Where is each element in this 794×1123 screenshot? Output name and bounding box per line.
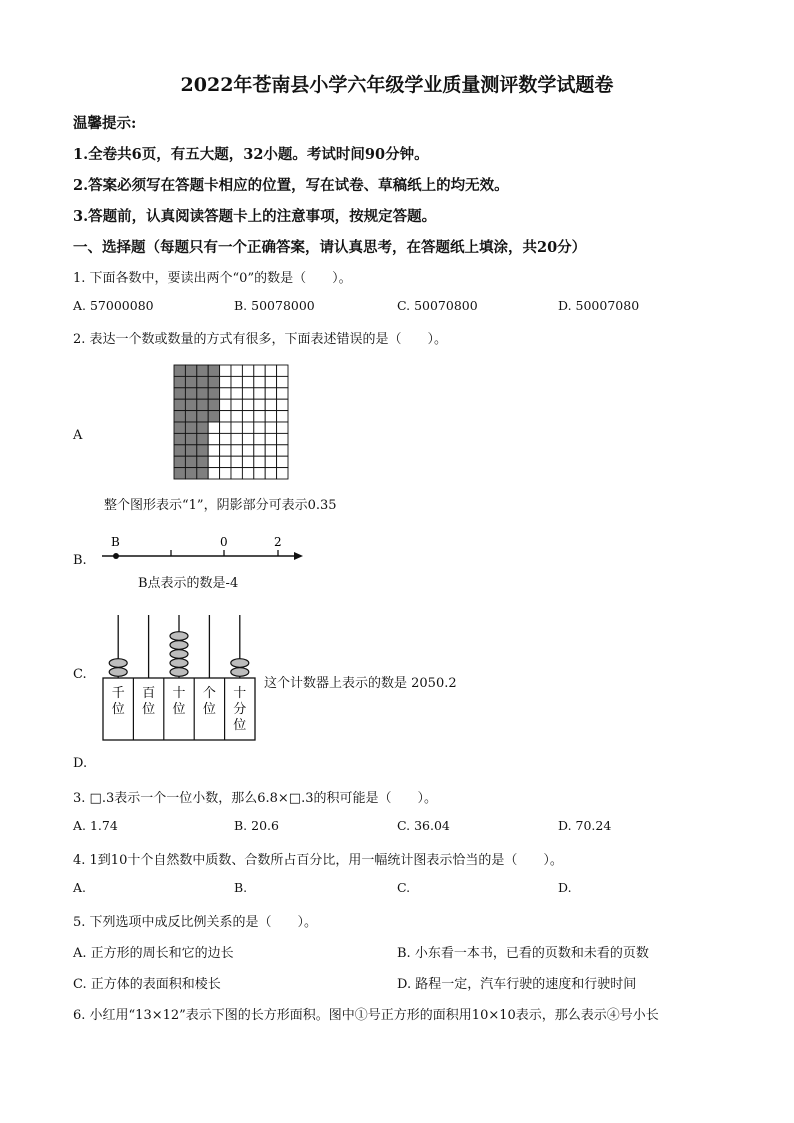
abacus-place-label: 位	[111, 702, 125, 717]
grid-cell	[265, 422, 276, 433]
grid-cell	[220, 399, 231, 410]
grid-cell	[220, 411, 231, 422]
grid-cell	[231, 399, 242, 410]
number-line-point-b	[113, 553, 119, 559]
grid-cell	[265, 468, 276, 479]
grid-cell-shaded	[197, 433, 208, 444]
grid-cell-shaded	[185, 399, 196, 410]
abacus-bead	[170, 641, 188, 650]
question-1-option-b: B. 50078000	[234, 298, 315, 313]
question-2-option-a-caption: 整个图形表示“1”，阴影部分可表示0.35	[104, 498, 337, 513]
grid-cell-shaded	[197, 376, 208, 387]
abacus-place-label: 位	[233, 718, 247, 733]
grid-cell	[265, 365, 276, 376]
grid-cell	[242, 445, 253, 456]
grid-cell-shaded	[185, 376, 196, 387]
question-4-option-a: A.	[73, 880, 87, 895]
grid-cell-shaded	[197, 365, 208, 376]
abacus-place-label: 千	[111, 686, 125, 701]
number-line-zero-label: 0	[220, 535, 228, 549]
grid-cell-shaded	[208, 399, 219, 410]
abacus-bead	[231, 668, 249, 677]
grid-cell	[231, 365, 242, 376]
grid-cell	[242, 399, 253, 410]
abacus-place-label: 个	[202, 686, 216, 701]
grid-cell-shaded	[185, 365, 196, 376]
question-3-stem: 3. □.3表示一个一位小数，那么6.8×□.3的积可能是（ ）。	[73, 791, 437, 806]
question-5-option-a: A. 正方形的周长和它的边长	[73, 946, 234, 961]
question-2-option-c-label: C.	[73, 667, 87, 682]
grid-cell	[265, 433, 276, 444]
grid-cell	[254, 456, 265, 467]
abacus-bead	[170, 668, 188, 677]
grid-cell	[277, 376, 288, 387]
abacus-bead	[231, 659, 249, 668]
grid-cell-shaded	[197, 468, 208, 479]
grid-cell-shaded	[185, 411, 196, 422]
page-title: 2022年苍南县小学六年级学业质量测评数学试题卷	[180, 74, 614, 96]
grid-cell	[277, 468, 288, 479]
grid-cell	[208, 422, 219, 433]
grid-cell	[254, 433, 265, 444]
abacus-place-label: 十	[233, 686, 247, 701]
grid-cell	[242, 456, 253, 467]
abacus-place-label: 位	[202, 702, 216, 717]
grid-cell	[277, 456, 288, 467]
tip-line-2: 2.答案必须写在答题卡相应的位置，写在试卷、草稿纸上的均无效。	[73, 177, 509, 194]
grid-cell	[265, 445, 276, 456]
grid-cell-shaded	[174, 399, 185, 410]
grid-cell-shaded	[185, 468, 196, 479]
number-line-figure	[100, 532, 305, 568]
grid-cell	[265, 376, 276, 387]
grid-cell	[265, 388, 276, 399]
question-1-option-d: D. 50007080	[558, 298, 640, 313]
grid-cell	[242, 433, 253, 444]
grid-cell-shaded	[174, 456, 185, 467]
hundred-grid-figure	[173, 364, 293, 484]
question-2-stem: 2. 表达一个数或数量的方式有很多，下面表述错误的是（ ）。	[73, 332, 448, 347]
grid-cell	[220, 433, 231, 444]
question-2-option-b-caption: B点表示的数是-4	[138, 576, 239, 591]
grid-cell	[220, 422, 231, 433]
grid-cell-shaded	[185, 445, 196, 456]
tip-line-3: 3.答题前，认真阅读答题卡上的注意事项，按规定答题。	[73, 208, 437, 225]
grid-cell	[208, 468, 219, 479]
grid-cell	[242, 411, 253, 422]
grid-cell	[220, 445, 231, 456]
grid-cell-shaded	[197, 456, 208, 467]
grid-cell-shaded	[174, 365, 185, 376]
grid-cell-shaded	[208, 365, 219, 376]
question-2-option-a-label: A	[73, 428, 83, 443]
grid-cell-shaded	[174, 388, 185, 399]
abacus-place-label: 分	[233, 702, 247, 717]
number-line-arrow	[294, 552, 303, 560]
grid-cell	[208, 433, 219, 444]
grid-cell	[231, 468, 242, 479]
grid-cell	[254, 388, 265, 399]
grid-cell	[277, 388, 288, 399]
abacus-place-label: 十	[172, 686, 186, 701]
grid-cell-shaded	[197, 445, 208, 456]
grid-cell	[231, 445, 242, 456]
grid-cell	[265, 399, 276, 410]
grid-cell	[231, 388, 242, 399]
question-4-option-b: B.	[234, 880, 248, 895]
question-4-option-d: D.	[558, 880, 572, 895]
question-3-option-a: A. 1.74	[73, 818, 118, 833]
question-3-option-b: B. 20.6	[234, 818, 279, 833]
abacus-bead	[170, 632, 188, 641]
grid-cell	[265, 411, 276, 422]
grid-cell	[208, 445, 219, 456]
grid-cell-shaded	[197, 422, 208, 433]
abacus-bead	[109, 659, 127, 668]
question-2-option-d-label: D.	[73, 756, 88, 771]
grid-cell	[231, 422, 242, 433]
grid-cell	[277, 422, 288, 433]
grid-cell-shaded	[185, 433, 196, 444]
abacus-figure	[100, 612, 260, 744]
grid-cell-shaded	[197, 388, 208, 399]
abacus-place-label: 位	[142, 702, 156, 717]
grid-cell	[277, 445, 288, 456]
grid-cell-shaded	[208, 388, 219, 399]
grid-cell-shaded	[197, 411, 208, 422]
grid-cell	[220, 468, 231, 479]
grid-cell	[231, 433, 242, 444]
grid-cell	[254, 365, 265, 376]
grid-cell	[242, 376, 253, 387]
grid-cell	[254, 376, 265, 387]
question-5-option-d: D. 路程一定，汽车行驶的速度和行驶时间	[397, 977, 637, 992]
question-4-option-c: C.	[397, 880, 411, 895]
grid-cell	[242, 468, 253, 479]
grid-cell-shaded	[174, 468, 185, 479]
grid-cell	[265, 456, 276, 467]
question-1-option-a: A. 57000080	[73, 298, 154, 313]
grid-cell	[231, 411, 242, 422]
question-1-option-c: C. 50070800	[397, 298, 478, 313]
grid-cell	[277, 399, 288, 410]
question-3-option-c: C. 36.04	[397, 818, 450, 833]
tips-heading: 温馨提示:	[73, 115, 137, 132]
question-2-option-b-label: B.	[73, 553, 87, 568]
grid-cell-shaded	[174, 411, 185, 422]
question-2-option-c-caption: 这个计数器上表示的数是 2050.2	[264, 676, 457, 691]
abacus-place-label: 百	[142, 686, 156, 701]
grid-cell	[254, 399, 265, 410]
grid-cell	[220, 388, 231, 399]
abacus-bead	[170, 650, 188, 659]
grid-cell	[220, 376, 231, 387]
grid-cell	[242, 365, 253, 376]
grid-cell	[208, 456, 219, 467]
grid-cell-shaded	[185, 456, 196, 467]
tip-line-1: 1.全卷共6页，有五大题，32小题。考试时间90分钟。	[73, 146, 429, 163]
grid-cell-shaded	[208, 411, 219, 422]
question-6-stem: 6. 小红用“13×12”表示下图的长方形面积。图中①号正方形的面积用10×10表示，那么表示④号小长	[73, 1008, 659, 1023]
grid-cell-shaded	[197, 399, 208, 410]
grid-cell	[231, 456, 242, 467]
grid-cell-shaded	[174, 445, 185, 456]
grid-cell-shaded	[174, 433, 185, 444]
grid-cell	[277, 411, 288, 422]
grid-cell	[254, 445, 265, 456]
section-heading-choice: 一、选择题（每题只有一个正确答案，请认真思考，在答题纸上填涂，共20分）	[73, 239, 587, 256]
question-5-stem: 5. 下列选项中成反比例关系的是（ ）。	[73, 915, 318, 930]
question-1-stem: 1. 下面各数中，要读出两个“0”的数是（ ）。	[73, 271, 352, 286]
grid-cell	[220, 456, 231, 467]
number-line-point-label: B	[111, 535, 120, 549]
grid-cell-shaded	[185, 388, 196, 399]
grid-cell-shaded	[208, 376, 219, 387]
grid-cell	[220, 365, 231, 376]
grid-cell	[277, 365, 288, 376]
grid-cell	[277, 433, 288, 444]
grid-cell-shaded	[174, 422, 185, 433]
grid-cell	[242, 388, 253, 399]
grid-cell-shaded	[185, 422, 196, 433]
abacus-place-label: 位	[172, 702, 186, 717]
grid-cell	[242, 422, 253, 433]
number-line-two-label: 2	[274, 535, 282, 549]
question-4-stem: 4. 1到10十个自然数中质数、合数所占百分比，用一幅统计图表示恰当的是（ ）。	[73, 853, 563, 868]
grid-cell	[231, 376, 242, 387]
grid-cell-shaded	[174, 376, 185, 387]
grid-cell	[254, 411, 265, 422]
abacus-bead	[170, 659, 188, 668]
grid-cell	[254, 422, 265, 433]
grid-cell	[254, 468, 265, 479]
question-5-option-b: B. 小东看一本书，已看的页数和未看的页数	[397, 946, 649, 961]
abacus-bead	[109, 668, 127, 677]
question-5-option-c: C. 正方体的表面积和棱长	[73, 977, 221, 992]
question-3-option-d: D. 70.24	[558, 818, 612, 833]
